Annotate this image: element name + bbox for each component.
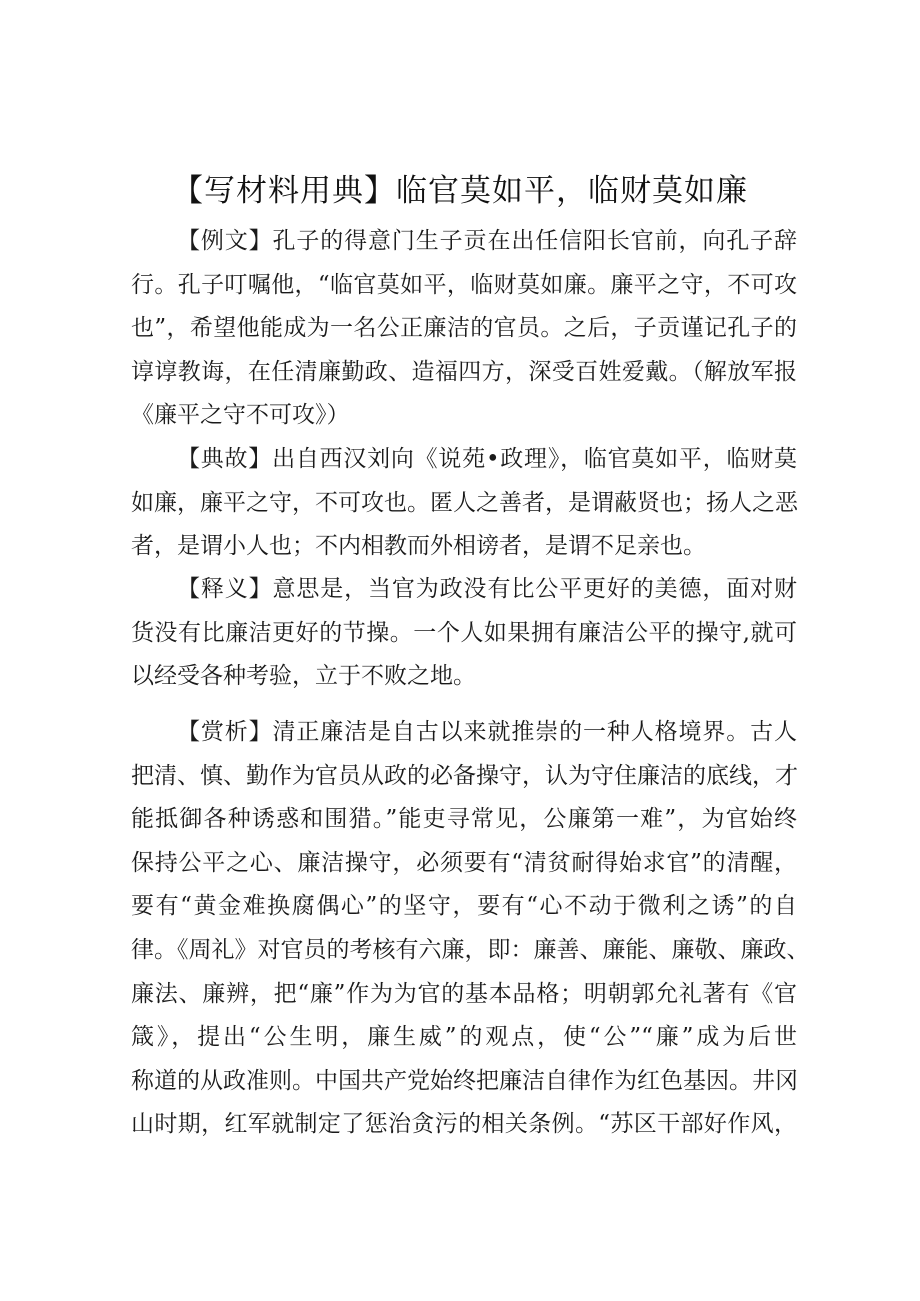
paragraph-line: 要有“黄金难换腐偶心”的坚守，要有“心不动于微利之诱”的自 [131,893,797,920]
paragraph-line: 以经受各种考验，立于不败之地。 [131,663,476,690]
paragraph-line: 【赏析】清正廉洁是自古以来就推崇的一种人格境界。古人 [177,719,797,745]
paragraph-line: 保持公平之心、廉洁操守，必须要有“清贫耐得始求官”的清醒， [131,849,797,876]
section-analysis [131,711,810,1147]
paragraph-line: 货没有比廉洁更好的节操。一个人如果拥有廉洁公平的操守,就可 [131,619,797,646]
paragraph-line: 谆谆教诲，在任清廉勤政、造福四方，深受百姓爱戴。（解放军报 [131,358,797,385]
paragraph-line: 廉法、廉辨，把“廉”作为为官的基本品格；明朝郭允礼著有《官 [131,980,797,1007]
paragraph-line: 【典故】出自西汉刘向《说苑•政理》，临官莫如平，临财莫 [177,446,797,472]
paragraph-line: 山时期，红军就制定了惩治贪污的相关条例。“苏区干部好作风， [131,1111,797,1138]
paragraph-line: 箴》，提出“公生明，廉生威”的观点，使“公”“廉”成为后世 [131,1024,797,1051]
section-meaning [131,568,797,699]
paragraph-line: 律。《周礼》对官员的考核有六廉，即：廉善、廉能、廉敬、廉政、 [131,936,810,963]
paragraph-line: 【例文】孔子的得意门生子贡在出任信阳长官前，向孔子辞 [177,228,797,254]
paragraph-line: 也”，希望他能成为一名公正廉洁的官员。之后，子贡谨记孔子的 [131,315,797,342]
paragraph-line: 能抵御各种诱惑和围猎。”能吏寻常见，公廉第一难”，为官始终 [131,806,797,833]
document-title: 【写材料用典】临官莫如平，临财莫如廉 [172,173,748,209]
paragraph-line: 把清、慎、勤作为官员从政的必备操守，认为守住廉洁的底线，才 [131,762,798,789]
section-source [131,438,797,569]
paragraph-line: 如廉，廉平之守，不可攻也。匿人之善者，是谓蔽贤也；扬人之恶 [131,489,798,516]
paragraph-line: 《廉平之守不可攻》） [131,402,350,429]
paragraph-line: 者，是谓小人也；不内相教而外相谤者，是谓不足亲也。 [131,533,706,560]
paragraph-line: 称道的从政准则。中国共产党始终把廉洁自律作为红色基因。井冈 [131,1067,798,1094]
paragraph-line: 行。孔子叮嘱他，“临官莫如平，临财莫如廉。廉平之守，不可攻 [131,271,797,298]
paragraph-line: 【释义】意思是，当官为政没有比公平更好的美德，面对财 [177,576,797,602]
section-example [131,220,797,438]
